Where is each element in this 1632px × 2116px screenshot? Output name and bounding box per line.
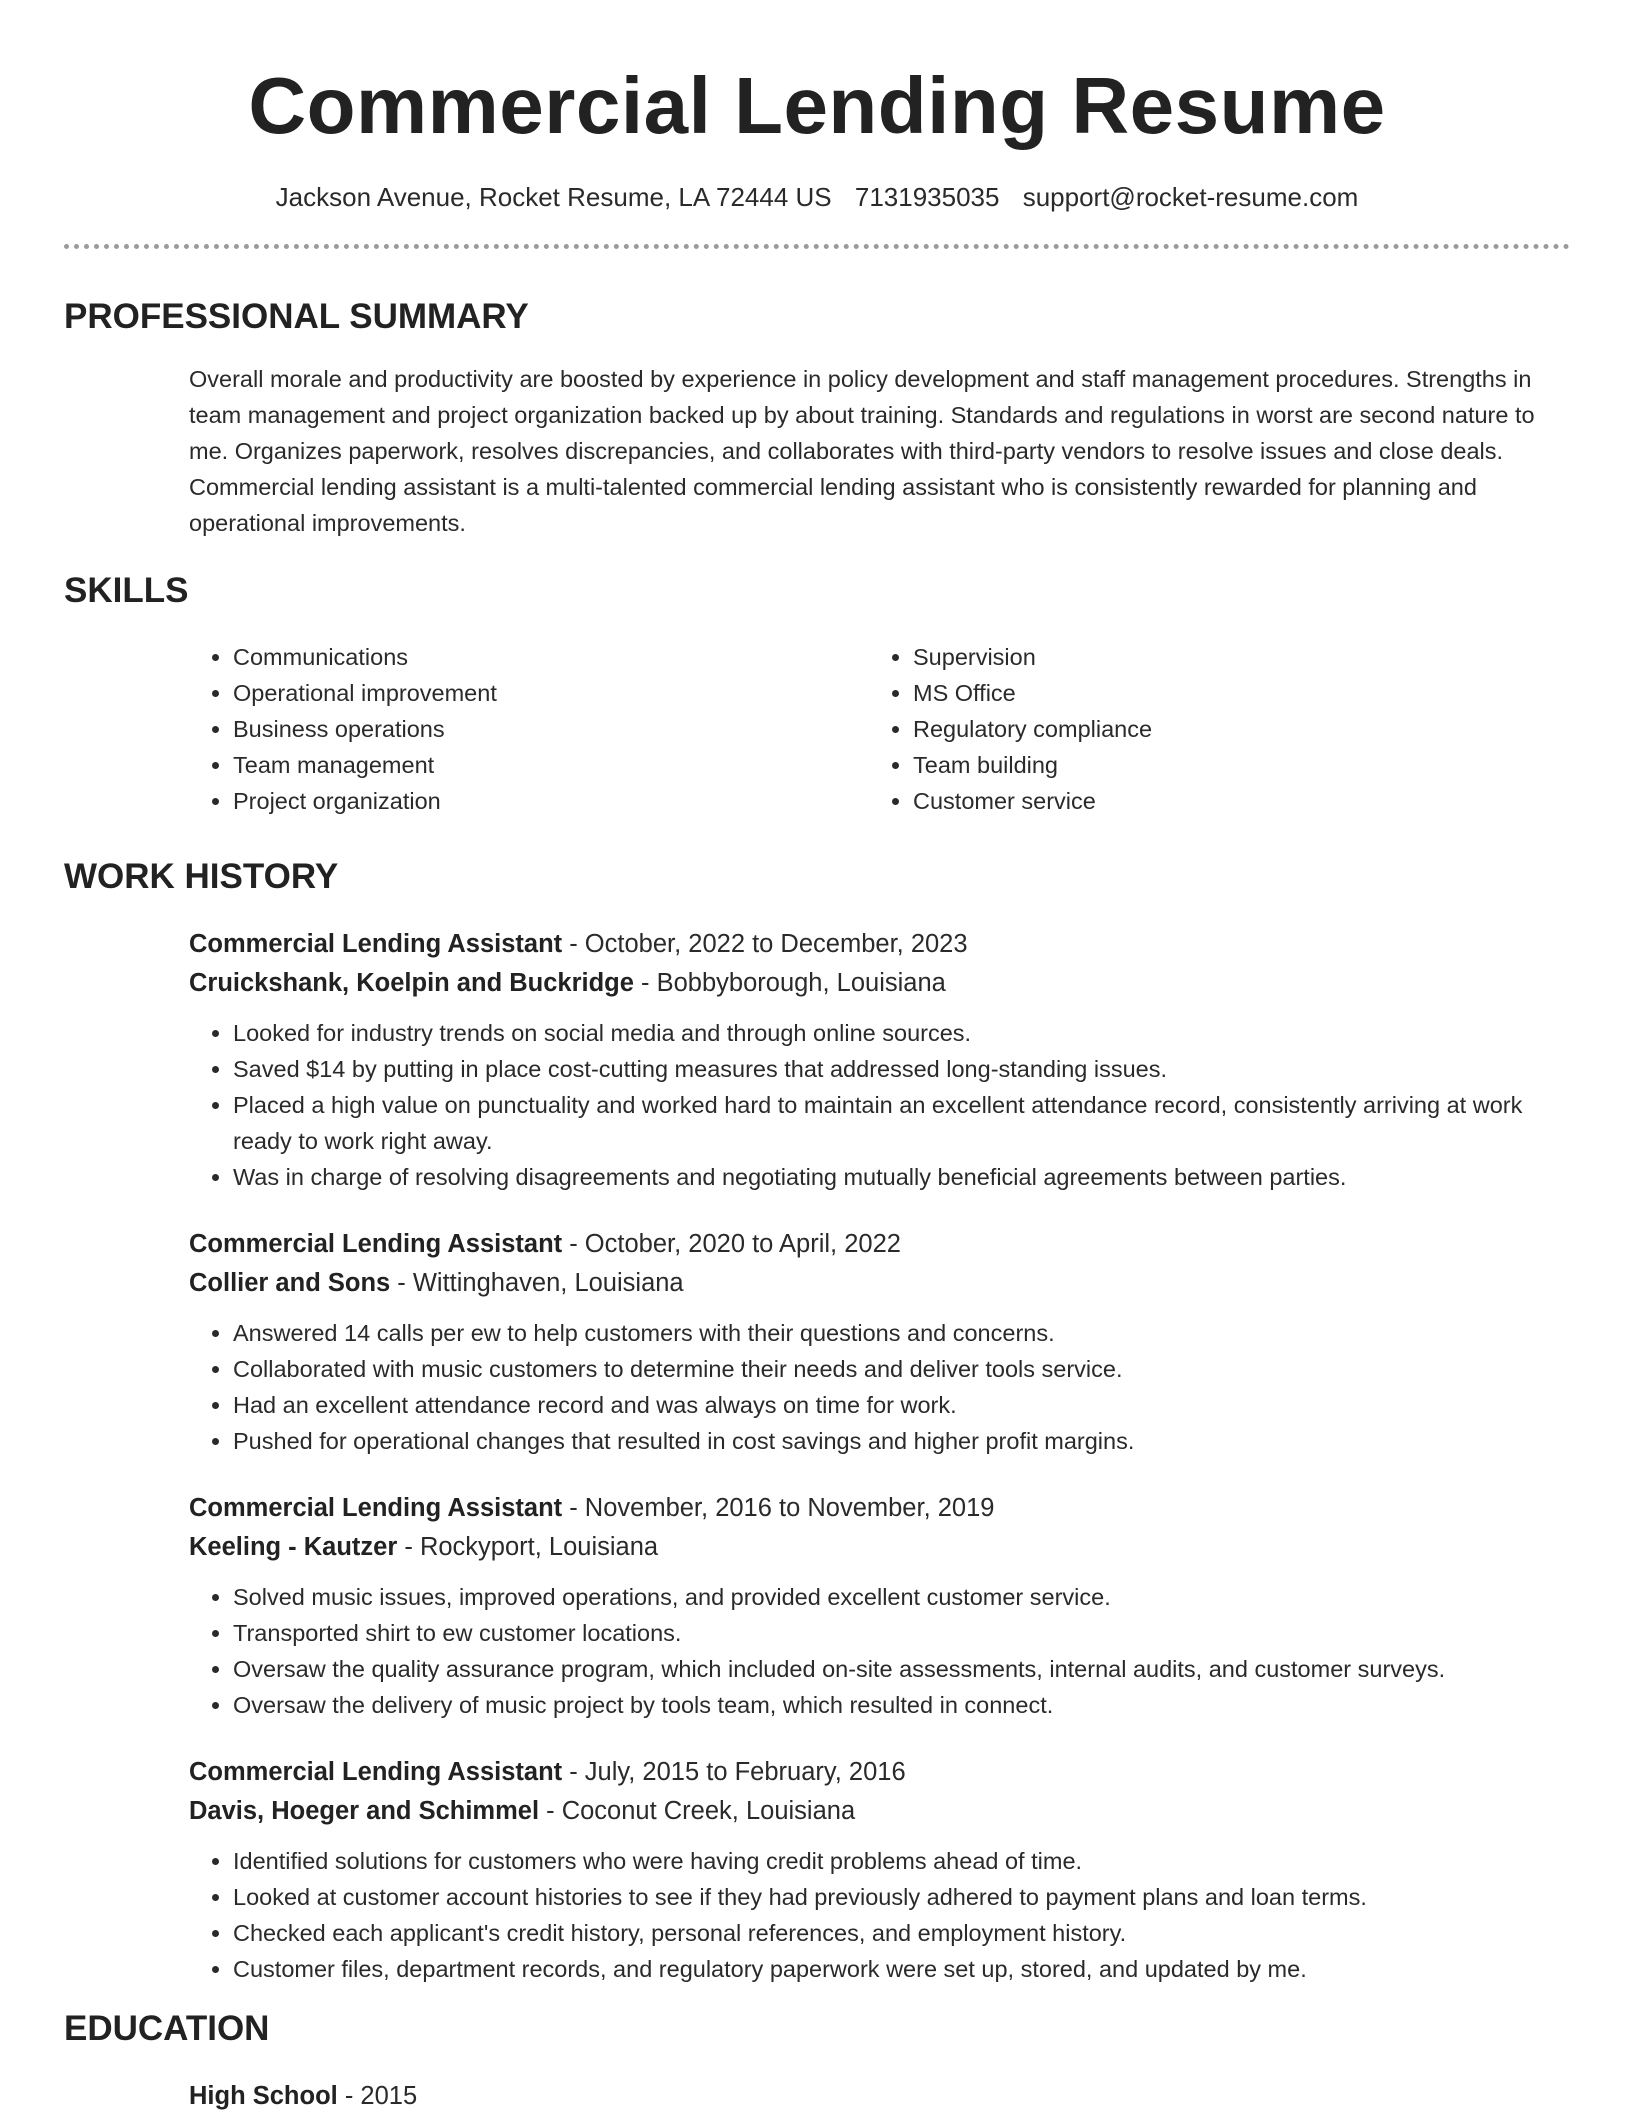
skill-item: • Customer service (913, 783, 1549, 819)
skills-column-left (189, 639, 869, 819)
education-entry (189, 2077, 1570, 2116)
job-company: Keeling - Kautzer (189, 1533, 398, 1561)
skill-item: • MS Office (913, 675, 1549, 711)
job-company: Davis, Hoeger and Schimmel (189, 1797, 540, 1825)
job-role: Commercial Lending Assistant (189, 1494, 563, 1522)
summary-text: Overall morale and productivity are boosted by experience in policy development and staff management procedures. Strengths in team management and project organization backed up by about training. Standards and regulations in worst are second nature to me. Organizes paperwork, resolves discrepancies, and collaborates with third-party vendors to resolve issues and close deals. Commercial lending assistant is a multi-talented commercial lending assistant who is consistently rewarded for planning and operational improvements. (189, 366, 1535, 536)
contact-phone: 7131935035 (854, 182, 1000, 212)
skill-item: • Team management (233, 747, 869, 783)
job-title-line (189, 1753, 1570, 1792)
header-divider (64, 244, 1570, 249)
job-bullet: • Had an excellent attendance record and was always on time for work. (233, 1387, 1570, 1423)
job-title-line (189, 925, 1570, 964)
job-location: - Coconut Creek, Louisiana (539, 1797, 856, 1825)
job-bullet: • Looked at customer account histories to see if they had previously adhered to payment plans and loan terms. (233, 1879, 1570, 1915)
job-bullet: • Identified solutions for customers who were having credit problems ahead of time. (233, 1843, 1570, 1879)
job-bullets (189, 1579, 1570, 1723)
job-bullet: • Collaborated with music customers to determine their needs and deliver tools service. (233, 1351, 1570, 1387)
job-bullet: • Solved music issues, improved operations, and provided excellent customer service. (233, 1579, 1570, 1615)
resume-page (64, 0, 1570, 2116)
job-bullet: • Was in charge of resolving disagreements and negotiating mutually beneficial agreements between parties. (233, 1159, 1570, 1195)
job-company-line (189, 1792, 1570, 1831)
job-company: Cruickshank, Koelpin and Buckridge (189, 969, 634, 997)
job-location: - Wittinghaven, Louisiana (390, 1269, 684, 1297)
job-entry (189, 1225, 1570, 1459)
job-company-line (189, 1264, 1570, 1303)
job-company: Collier and Sons (189, 1269, 391, 1297)
skill-item: • Business operations (233, 711, 869, 747)
job-bullet: • Checked each applicant's credit history, personal references, and employment history. (233, 1915, 1570, 1951)
section-title-summary: PROFESSIONAL SUMMARY (64, 297, 529, 336)
skill-item: • Supervision (913, 639, 1549, 675)
resume-title: Commercial Lending Resume (248, 61, 1386, 150)
skills-column-right (869, 639, 1549, 819)
job-location: - Bobbyborough, Louisiana (633, 969, 946, 997)
job-bullet: • Placed a high value on punctuality and worked hard to maintain an excellent attendance record, consistently arriving at work ready to work right away. (233, 1087, 1570, 1159)
skills-list (189, 639, 1570, 819)
job-entry (189, 1489, 1570, 1723)
education-degree: High School (189, 2082, 338, 2110)
skill-item: • Operational improvement (233, 675, 869, 711)
job-bullets (189, 1843, 1570, 1987)
job-bullets (189, 1315, 1570, 1459)
job-role: Commercial Lending Assistant (189, 1758, 563, 1786)
job-title-line (189, 1225, 1570, 1264)
skill-item: • Team building (913, 747, 1549, 783)
section-title-education: EDUCATION (64, 2009, 270, 2048)
job-dates: - October, 2020 to April, 2022 (562, 1230, 901, 1258)
section-title-work-history: WORK HISTORY (64, 857, 339, 896)
section-title-skills: SKILLS (64, 571, 189, 610)
job-bullet: • Customer files, department records, and regulatory paperwork were set up, stored, and updated by me. (233, 1951, 1570, 1987)
contact-email: support@rocket-resume.com (1022, 182, 1359, 212)
job-bullet: • Transported shirt to ew customer locations. (233, 1615, 1570, 1651)
job-bullets (189, 1015, 1570, 1195)
job-company-line (189, 1528, 1570, 1567)
job-dates: - October, 2022 to December, 2023 (562, 930, 968, 958)
job-role: Commercial Lending Assistant (189, 930, 563, 958)
job-bullet: • Saved $14 by putting in place cost-cutting measures that addressed long-standing issues. (233, 1051, 1570, 1087)
skill-item: • Communications (233, 639, 869, 675)
job-location: - Rockyport, Louisiana (397, 1533, 659, 1561)
contact-line (64, 180, 1570, 214)
job-company-line (189, 964, 1570, 1003)
job-dates: - November, 2016 to November, 2019 (562, 1494, 995, 1522)
job-bullet: • Oversaw the delivery of music project by tools team, which resulted in connect. (233, 1687, 1570, 1723)
education-year: - 2015 (337, 2082, 418, 2110)
job-bullet: • Oversaw the quality assurance program, which included on-site assessments, internal audits, and customer surveys. (233, 1651, 1570, 1687)
job-role: Commercial Lending Assistant (189, 1230, 563, 1258)
job-entry (189, 1753, 1570, 1987)
skill-item: • Project organization (233, 783, 869, 819)
job-bullet: • Answered 14 calls per ew to help customers with their questions and concerns. (233, 1315, 1570, 1351)
skill-item: • Regulatory compliance (913, 711, 1549, 747)
job-entry (189, 925, 1570, 1195)
contact-address: Jackson Avenue, Rocket Resume, LA 72444 US (275, 182, 832, 212)
job-dates: - July, 2015 to February, 2016 (562, 1758, 906, 1786)
job-title-line (189, 1489, 1570, 1528)
job-bullet: • Pushed for operational changes that resulted in cost savings and higher profit margins. (233, 1423, 1570, 1459)
job-bullet: • Looked for industry trends on social media and through online sources. (233, 1015, 1570, 1051)
